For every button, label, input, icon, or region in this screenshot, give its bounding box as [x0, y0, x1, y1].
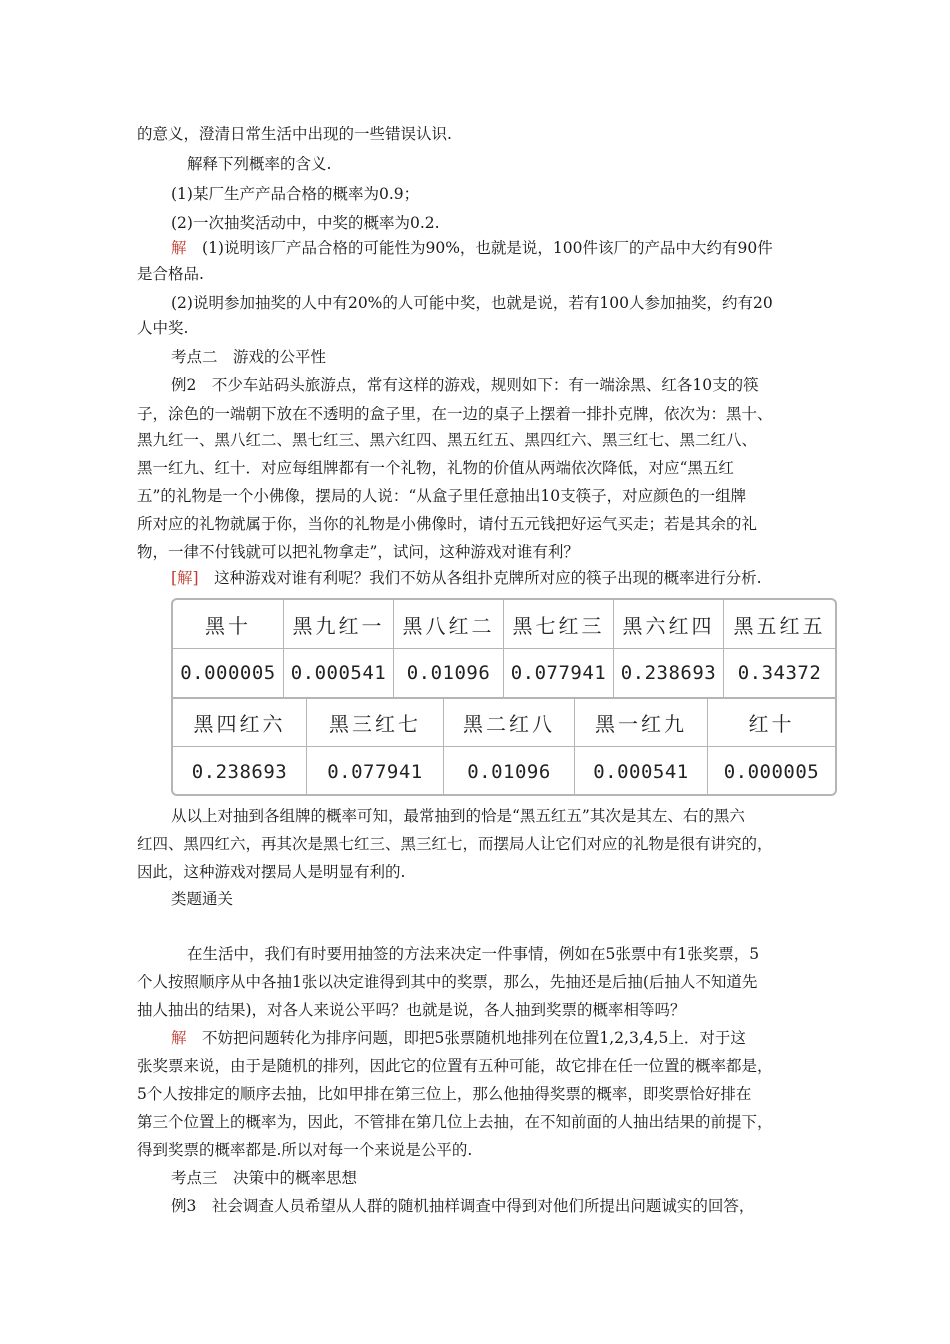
table-row [173, 600, 835, 649]
table-row [173, 698, 835, 747]
table-value-cell: 0.077941 [504, 649, 614, 697]
practice-answer-text-1: 不妨把问题转化为排序问题，即把5张票随机地排列在位置1,2,3,4,5上．对于这 [186, 1029, 746, 1047]
example-2-line-1: 例2 不少车站码头旅游点，常有这样的游戏，规则如下：有一端涂黑、红各10支的筷 [171, 376, 759, 394]
practice-question-line-2: 个人按照顺序从中各抽1张以决定谁得到其中的奖票，那么，先抽还是后抽(后抽人不知道先 [137, 973, 758, 991]
practice-answer-line-4: 第三个位置上的概率为，因此，不管排在第几位上去抽，在不知前面的人抽出结果的前提下， [137, 1113, 773, 1131]
table-row [173, 747, 835, 796]
problem-item-1: (1)某厂生产产品合格的概率为0.9； [171, 185, 420, 203]
table-header-cell: 黑七红三 [504, 600, 614, 648]
problem-item-2: (2)一次抽奖活动中，中奖的概率为0.2. [171, 214, 440, 232]
table-value-cell: 0.01096 [444, 747, 575, 796]
practice-answer-line-2: 张奖票来说，由于是随机的排列，因此它的位置有五种可能，故它排在任一位置的概率都是， [137, 1057, 773, 1075]
example-2-line-7: 物，一律不付钱就可以把礼物拿走”，试问，这种游戏对谁有利？ [137, 543, 579, 561]
example-2-line-2: 子，涂色的一端朝下放在不透明的盒子里，在一边的桌子上摆着一排扑克牌，依次为：黑十、 [137, 405, 773, 423]
section-label-practice: 类题通关 [171, 890, 234, 908]
table-header-cell: 黑二红八 [444, 699, 575, 746]
analysis-line-2: 红四、黑四红六，再其次是黑七红三、黑三红七，而摆局人让它们对应的礼物是很有讲究的， [137, 835, 773, 853]
problem-prompt: 解释下列概率的含义. [187, 155, 332, 173]
table-header-cell: 红十 [748, 712, 795, 736]
practice-answer-line-3: 5个人按排定的顺序去抽，比如甲排在第三位上，那么他抽得奖票的概率，即奖票恰好排在 [137, 1085, 752, 1103]
table-header-cell: 黑五红五 [733, 613, 826, 638]
solution-1-continued: 是合格品. [137, 265, 204, 283]
solution-1-line [171, 238, 773, 258]
solution-2-intro-text: 这种游戏对谁有利呢？我们不妨从各组扑克牌所对应的筷子出现的概率进行分析. [198, 569, 762, 587]
table-value-cell: 0.238693 [614, 649, 724, 697]
example-2-line-6: 所对应的礼物就属于你，当你的礼物是小佛像时，请付五元钱把好运气买走；若是其余的礼 [137, 515, 758, 533]
solution-2-continued: 人中奖. [137, 319, 189, 337]
table-value-cell: 0.000005 [173, 649, 284, 697]
table-header-cell: 黑八红二 [394, 600, 504, 648]
analysis-line-1: 从以上对抽到各组牌的概率可知，最常抽到的恰是“黑五红五”其次是其左、右的黑六 [171, 807, 745, 825]
table-row [173, 649, 835, 698]
table-header-cell: 黑三红七 [307, 699, 444, 746]
example-3-line-1: 例3 社会调查人员希望从人群的随机抽样调查中得到对他们所提出问题诚实的回答， [171, 1197, 755, 1215]
table-value-cell: 0.34372 [737, 662, 822, 684]
analysis-line-3: 因此，这种游戏对摆局人是明显有利的. [137, 863, 406, 881]
solution-1-text: (1)说明该厂产品合格的可能性为90%，也就是说，100件该厂的产品中大约有90件 [186, 239, 773, 257]
solution-2-line: (2)说明参加抽奖的人中有20%的人可能中奖，也就是说，若有100人参加抽奖，约有20 [171, 294, 773, 312]
section-heading-3: 考点三 决策中的概率思想 [171, 1169, 358, 1187]
paragraph-intro: 的意义，澄清日常生活中出现的一些错误认识. [137, 125, 452, 143]
table-value-cell: 0.000005 [723, 760, 820, 783]
table-header-cell: 黑六红四 [614, 600, 724, 648]
solution-bracket-label: [解] [171, 569, 199, 587]
table-value-cell: 0.000541 [284, 649, 394, 697]
table-value-cell: 0.077941 [307, 747, 444, 796]
table-header-cell: 黑十 [173, 600, 284, 648]
table-header-cell: 黑九红一 [284, 600, 394, 648]
solution-label: 解 [171, 239, 187, 257]
table-header-cell: 黑四红六 [173, 699, 307, 746]
practice-question-line-1: 在生活中，我们有时要用抽签的方法来决定一件事情，例如在5张票中有1张奖票，5 [187, 945, 760, 963]
solution-2-intro [171, 568, 762, 588]
practice-question-line-3: 抽人抽出的结果)，对各人来说公平吗？也就是说，各人抽到奖票的概率相等吗？ [137, 1001, 686, 1019]
section-heading-2: 考点二 游戏的公平性 [171, 348, 327, 366]
example-2-line-4: 黑一红九、红十．对应每组牌都有一个礼物，礼物的价值从两端依次降低，对应“黑五红 [137, 459, 734, 477]
example-2-line-3: 黑九红一、黑八红二、黑七红三、黑六红四、黑五红五、黑四红六、黑三红七、黑二红八、 [137, 431, 758, 449]
answer-label: 解 [171, 1029, 187, 1047]
table-header-cell: 黑一红九 [575, 699, 708, 746]
table-value-cell: 0.000541 [575, 747, 708, 796]
practice-answer-line-1 [171, 1028, 746, 1048]
practice-answer-line-5: 得到奖票的概率都是.所以对每一个来说是公平的. [137, 1141, 473, 1159]
table-value-cell: 0.01096 [394, 649, 504, 697]
table-value-cell: 0.238693 [173, 747, 307, 796]
example-2-line-5: 五”的礼物是一个小佛像，摆局的人说：“从盒子里任意抽出10支筷子，对应颜色的一组牌 [137, 487, 747, 505]
probability-table [171, 598, 837, 796]
